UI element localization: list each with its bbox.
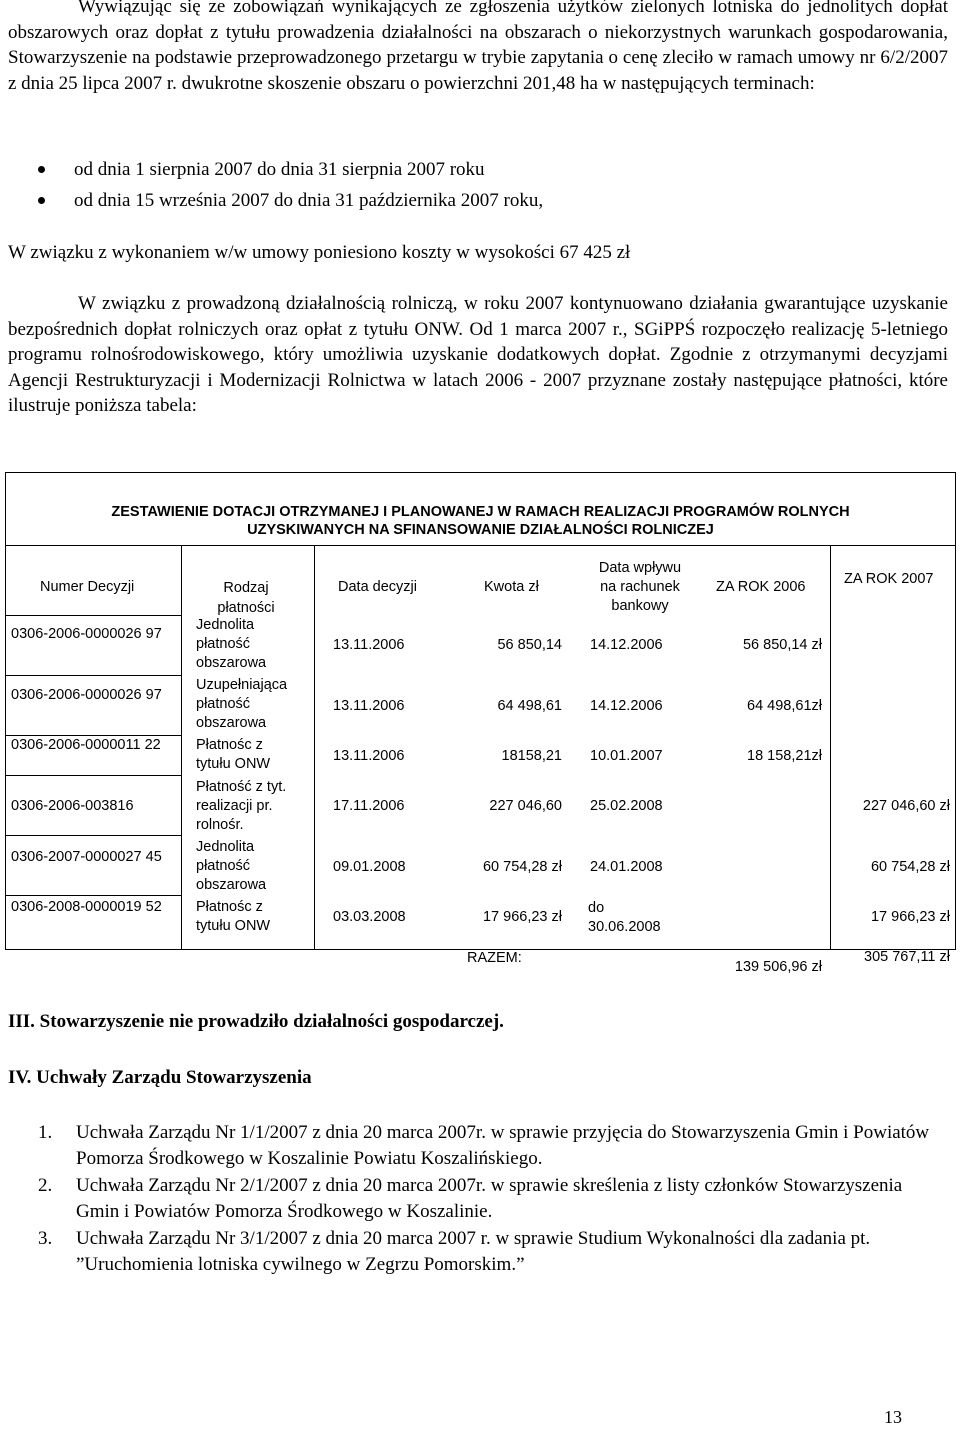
row3-inflow: 10.01.2007 [590, 748, 663, 764]
table-divider [5, 895, 181, 896]
total-label: RAZEM: [467, 950, 522, 966]
list-item [8, 157, 948, 188]
intro-text: Wywiązując się ze zobowiązań wynikających ze zgłoszenia użytków zielonych lotniska do jednolitych dopłat obszarowych oraz dopłat z tytułu prowadzenia działalności na obszarach o niekorzystnych warunkach gospodarowania, Stowarzyszenie na podstawie przeprowadzonego przetargu w trybie zapytania o cenę zleciło w ramach umowy nr 6/2/2007 z dnia 25 lipca 2007 r. dwukrotne skoszenie obszaru o powierzchni 201,48 ha w następujących terminach: [8, 0, 948, 94]
bullet-text: od dnia 15 września 2007 do dnia 31 października 2007 roku, [74, 190, 544, 211]
row6-amount: 17 966,23 zł [482, 909, 562, 925]
row4-amount: 227 046,60 [489, 798, 562, 814]
table-title-line: ZESTAWIENIE DOTACJI OTRZYMANEJ I PLANOWANEJ W RAMACH REALIZACJI PROGRAMÓW ROLNYCH [111, 504, 850, 520]
row5-y2007: 60 754,28 zł [870, 859, 950, 875]
total-2006: 139 506,96 zł [734, 959, 822, 975]
header-decision-number: Numer Decyzji [40, 579, 135, 595]
row1-inflow: 14.12.2006 [590, 637, 663, 653]
list-item [8, 1120, 948, 1171]
row1-y2006: 56 850,14 zł [742, 637, 822, 653]
row2-amount: 64 498,61 [497, 698, 562, 714]
bullet-icon [38, 197, 45, 204]
header-payment-type: Rodzaj płatności [217, 580, 275, 616]
row4-y2007: 227 046,60 zł [862, 798, 950, 814]
table-divider [5, 675, 181, 676]
mowing-terms-list [8, 157, 948, 219]
row3-type: Płatnośc z tytułu ONW [196, 737, 271, 772]
row3-number: 0306-2006-0000011 22 [11, 737, 161, 753]
list-item [8, 188, 948, 219]
row6-date: 03.03.2008 [333, 909, 406, 925]
header-amount: Kwota zł [484, 579, 539, 595]
page-number: 13 [884, 1407, 902, 1427]
header-year-2007: ZA ROK 2007 [844, 571, 934, 587]
table-divider [5, 775, 181, 776]
row2-number: 0306-2006-0000026 97 [11, 687, 162, 703]
section-4-heading: IV. Uchwały Zarządu Stowarzyszenia [8, 1067, 312, 1088]
row1-number: 0306-2006-0000026 97 [11, 626, 162, 642]
row6-type: Płatnośc z tytułu ONW [196, 899, 271, 934]
row1-amount: 56 850,14 [497, 637, 562, 653]
table-divider [314, 545, 315, 950]
section-3-heading: III. Stowarzyszenie nie prowadziło działalności gospodarczej. [8, 1011, 504, 1032]
list-item [8, 1173, 948, 1224]
list-number: 2. [38, 1175, 53, 1196]
row6-inflow: do 30.06.2008 [588, 900, 661, 935]
resolution-text: Uchwała Zarządu Nr 1/1/2007 z dnia 20 marca 2007r. w sprawie przyjęcia do Stowarzyszenia Gmin i Powiatów Pomorza Środkowego w Koszalinie Powiatu Koszalińskiego. [76, 1122, 930, 1169]
row4-number: 0306-2006-003816 [11, 798, 134, 814]
row3-amount: 18158,21 [501, 748, 562, 764]
resolutions-list [8, 1120, 948, 1279]
list-number: 1. [38, 1122, 53, 1143]
row2-type: Uzupełniająca płatność obszarowa [196, 677, 288, 731]
list-number: 3. [38, 1228, 53, 1249]
table-divider [5, 835, 181, 836]
row6-y2007: 17 966,23 zł [870, 909, 950, 925]
row5-date: 09.01.2008 [333, 859, 406, 875]
row1-date: 13.11.2006 [333, 637, 405, 653]
bullet-text: od dnia 1 sierpnia 2007 do dnia 31 sierpnia 2007 roku [74, 159, 485, 180]
table-divider [5, 545, 956, 546]
table-divider [5, 615, 181, 616]
intro-paragraph [8, 0, 948, 96]
table-divider [181, 545, 182, 950]
cost-sentence: W związku z wykonaniem w/w umowy poniesiono koszty w wysokości 67 425 zł [8, 242, 631, 263]
resolution-text: Uchwała Zarządu Nr 2/1/2007 z dnia 20 marca 2007r. w sprawie skreślenia z listy członków Stowarzyszenia Gmin i Powiatów Pomorza Środkowego w Koszalinie. [76, 1175, 903, 1222]
header-inflow-date: Data wpływu na rachunek bankowy [598, 560, 682, 614]
table-title [5, 503, 956, 539]
row6-number: 0306-2008-0000019 52 [11, 899, 162, 915]
row4-inflow: 25.02.2008 [590, 798, 663, 814]
row2-date: 13.11.2006 [333, 698, 405, 714]
table-divider [830, 545, 831, 950]
farm-paragraph: W związku z prowadzoną działalnością rolniczą, w roku 2007 kontynuowano działania gwarantujące uzyskanie bezpośrednich dopłat rolniczych oraz opłat z tytułu ONW. Od 1 marca 2007 r., SGiPPŚ rozpoczęło realizację 5-letniego programu rolnośrodowiskowego, który umożliwia uzyskanie dodatkowych dopłat. Zgodnie z otrzymanymi decyzjami Agencji Restrukturyzacji i Modernizacji Rolnictwa w latach 2006 - 2007 przyznane zostały następujące płatności, które ilustruje poniższa tabela: [8, 293, 948, 416]
row5-type: Jednolita płatność obszarowa [196, 839, 267, 893]
row4-date: 17.11.2006 [333, 798, 405, 814]
resolution-text: Uchwała Zarządu Nr 3/1/2007 z dnia 20 marca 2007 r. w sprawie Studium Wykonalności dla zadania pt. ”Uruchomienia lotniska cywilnego w Zegrzu Pomorskim.” [76, 1228, 871, 1275]
list-item [8, 1226, 948, 1277]
total-2007: 305 767,11 zł [864, 949, 950, 965]
row2-y2006: 64 498,61zł [747, 698, 822, 714]
table-title-line: UZYSKIWANYCH NA SFINANSOWANIE DZIAŁALNOŚCI ROLNICZEJ [247, 522, 714, 538]
bullet-icon [38, 166, 45, 173]
row3-y2006: 18 158,21zł [747, 748, 822, 764]
row2-inflow: 14.12.2006 [590, 698, 663, 714]
header-decision-date: Data decyzji [338, 579, 417, 595]
row5-inflow: 24.01.2008 [590, 859, 663, 875]
row5-amount: 60 754,28 zł [482, 859, 562, 875]
row1-type: Jednolita płatność obszarowa [196, 617, 267, 671]
row4-type: Płatność z tyt. realizacji pr. rolnośr. [196, 779, 287, 833]
row5-number: 0306-2007-0000027 45 [11, 849, 162, 865]
header-year-2006: ZA ROK 2006 [716, 579, 806, 595]
row3-date: 13.11.2006 [333, 748, 405, 764]
